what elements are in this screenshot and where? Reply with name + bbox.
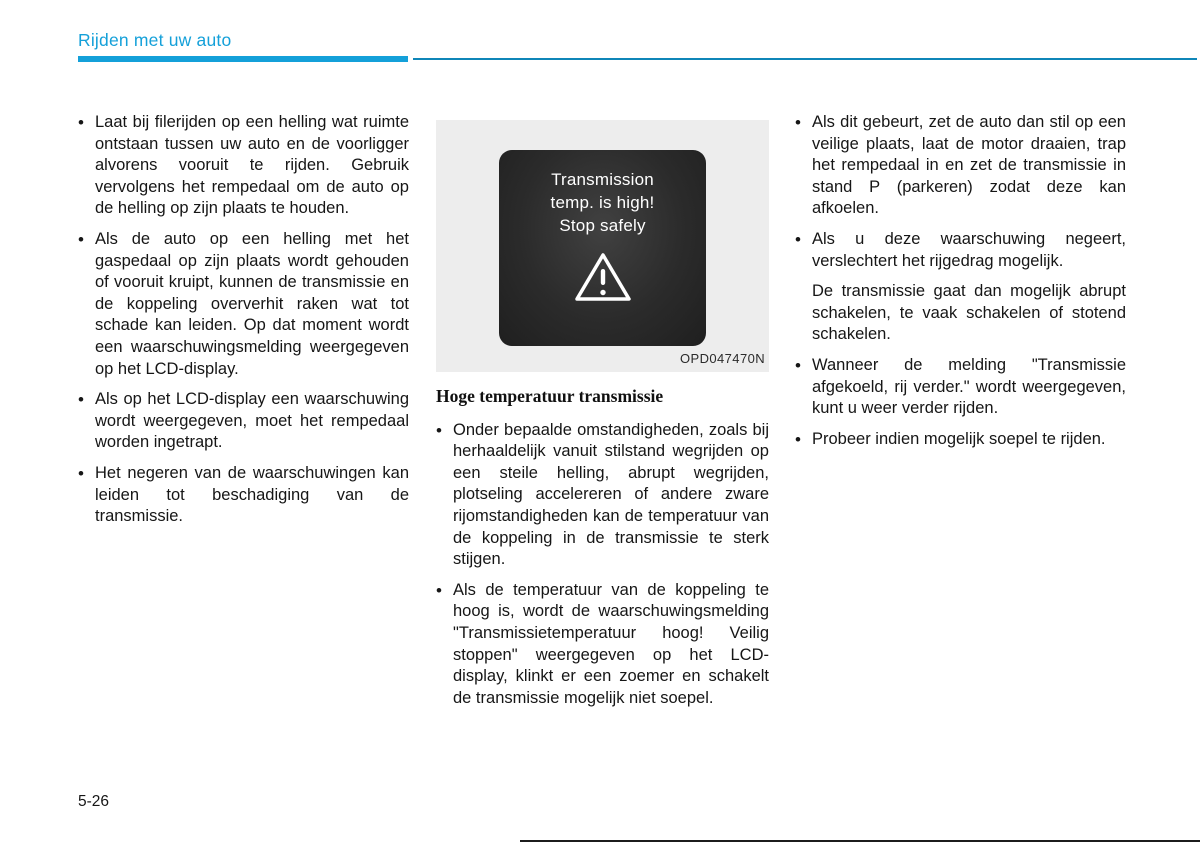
bullet-marker: • [795, 113, 801, 132]
bullet-text: Als u deze waarschuwing negeert, verslechtert het rijgedrag mogelijk. [812, 229, 1126, 270]
list-item [78, 112, 409, 220]
lcd-message [499, 168, 706, 237]
bullet-text: Onder bepaalde omstandigheden, zoals bij herhaaldelijk vanuit stilstand wegrijden op een steile helling, abrupt wegrijden, plotseling accelereren of andere zware rijomstandigheden kan de temperatuur van de koppeling in de transmissie te sterk stijgen. [453, 420, 769, 569]
page-title: Rijden met uw auto [78, 30, 232, 50]
list-item [436, 580, 769, 710]
bullet-text: Laat bij filerijden op een helling wat ruimte ontstaan tussen uw auto en de voorligger alvorens vooruit te rijden. Gebruik vervolgens het rempedaal om de auto op de helling op zijn plaats te houden. [95, 113, 409, 218]
lcd-message-line: Stop safely [559, 216, 646, 235]
lcd-message-line: Transmission [551, 170, 654, 189]
bullet-marker: • [795, 429, 801, 449]
continuation-paragraph: De transmissie gaat dan mogelijk abrupt schakelen, te vaak schakelen of stotend schakelen. [812, 282, 1126, 344]
page-bottom-edge [520, 840, 1200, 842]
bullet-text: Wanneer de melding "Transmissie afgekoeld, rij verder." wordt weergegeven, kunt u weer verder rijden. [812, 355, 1126, 418]
list-item [78, 389, 409, 454]
bullet-marker: • [795, 355, 801, 375]
list-item [795, 355, 1126, 420]
middle-column [436, 112, 769, 718]
lcd-warning-figure [436, 120, 769, 372]
bullet-marker: • [436, 580, 442, 600]
bullet-marker: • [78, 113, 84, 132]
list-item [78, 229, 409, 380]
bullet-marker: • [78, 229, 84, 249]
lcd-screen [499, 150, 706, 346]
left-column [78, 112, 409, 537]
bullet-text: Als de temperatuur van de koppeling te hoog is, wordt de waarschuwingsmelding "Transmissietemperatuur hoog! Veilig stoppen" weergegeven op het LCD-display, klinkt er een zoemer en schakelt de transmissie mogelijk niet soepel. [453, 580, 769, 707]
list-item [795, 429, 1126, 451]
bullet-text: Probeer indien mogelijk soepel te rijden. [812, 429, 1106, 448]
figure-code: OPD047470N [680, 351, 765, 367]
bullet-marker: • [78, 463, 84, 483]
bullet-text: Als op het LCD-display een waarschuwing wordt weergegeven, moet het rempedaal worden ingetrapt. [95, 390, 409, 452]
bullet-marker: • [78, 390, 84, 410]
title-underline-thin [413, 58, 1197, 60]
section-title: Hoge temperatuur transmissie [436, 386, 664, 406]
page-number: 5-26 [78, 793, 110, 810]
right-column [795, 112, 1126, 459]
bullet-text: Als de auto op een helling met het gaspedaal op zijn plaats wordt gehouden of vooruit kruipt, kunnen de transmissie en de koppeling oververhit raken wat tot schade kan leiden. Op dat moment wordt een waarschuwingsmelding weergegeven op het LCD-display. [95, 229, 409, 378]
list-item [436, 420, 769, 571]
bullet-text: Het negeren van de waarschuwingen kan leiden tot beschadiging van de transmissie. [95, 463, 409, 526]
list-item [78, 463, 409, 528]
list-item [795, 112, 1126, 220]
lcd-message-line: temp. is high! [550, 193, 655, 212]
bullet-text: Als dit gebeurt, zet de auto dan stil op een veilige plaats, laat de motor draaien, trap het rempedaal in en zet de transmissie in stand P (parkeren) zodat deze kan afkoelen. [812, 113, 1126, 218]
bullet-marker: • [436, 420, 442, 440]
warning-triangle-icon [572, 250, 634, 304]
list-item [795, 229, 1126, 272]
bullet-marker: • [795, 229, 801, 249]
title-underline-thick [78, 56, 408, 62]
